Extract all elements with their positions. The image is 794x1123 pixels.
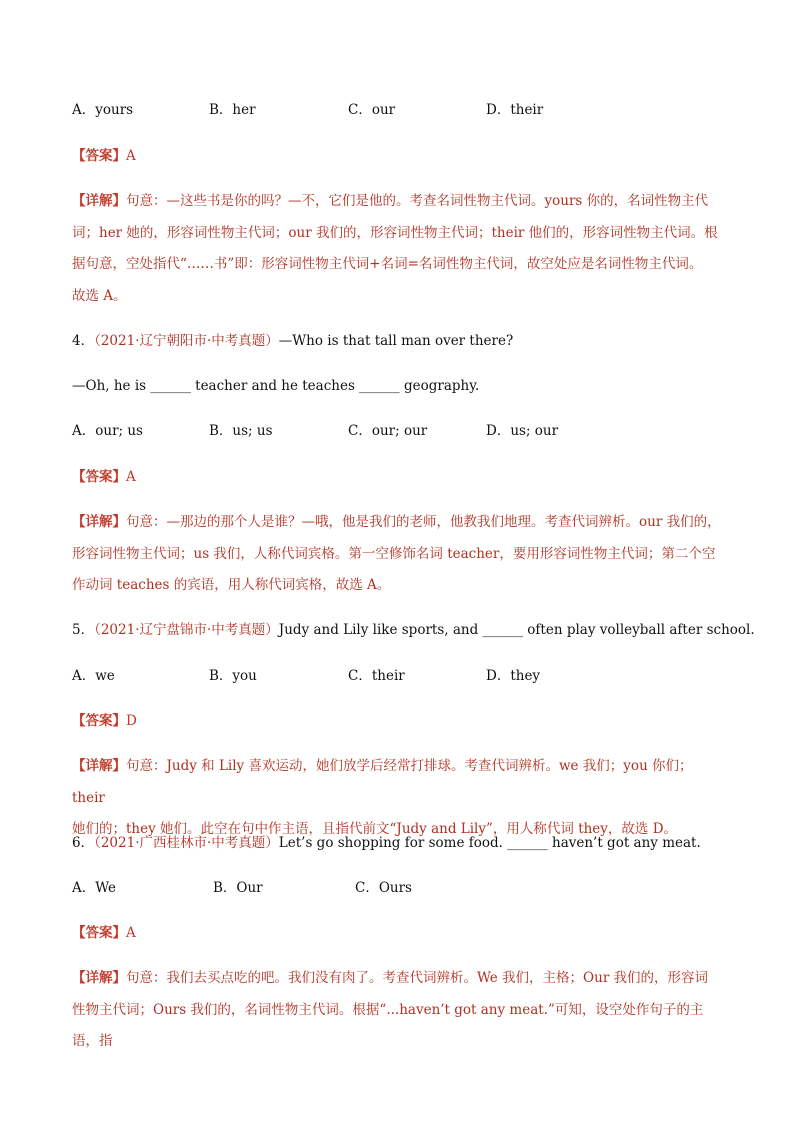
detail-line: 形容词性物主代词；us 我们，人称代词宾格。第一空修饰名词 teacher，要用形容词性物主代词；第二个空: [72, 545, 716, 562]
q5-option-c: C．their: [348, 668, 405, 684]
detail-line: 句意：我们去买点吃的吧。我们没有肉了。考查代词辨析。We 我们，主格；Our 我们的，形容词: [126, 970, 709, 986]
detail-tag: 【详解】: [72, 970, 126, 986]
answer-value: D: [126, 713, 137, 729]
q4-stem-line2: —Oh, he is ______ teacher and he teaches ______ geography.: [72, 378, 480, 394]
detail-line: 作动词 teaches 的宾语，用人称代词宾格，故选 A。: [72, 577, 391, 593]
detail-line: 她们的；they 她们。此空在句中作主语，且指代前文“Judy and Lily”，用人称代词 they，故选 D。: [72, 821, 678, 837]
q3-answer: [72, 146, 136, 166]
question-number: 5．: [72, 622, 95, 638]
answer-tag: 【答案】: [72, 713, 126, 729]
q5-option-b: B．you: [209, 668, 257, 684]
detail-tag: 【详解】: [72, 758, 126, 774]
q6-option-a: A．We: [72, 880, 117, 896]
answer-tag: 【答案】: [72, 925, 126, 941]
q5-answer: [72, 711, 137, 731]
question-text: Judy and Lily like sports, and ______ often play volleyball after school.: [278, 622, 755, 638]
q3-option-b: B．her: [209, 102, 256, 118]
question-number: 6．: [72, 835, 95, 851]
q5-option-a: A．we: [72, 668, 115, 684]
q4-stem: [72, 331, 513, 351]
q3-option-c: C．our: [348, 102, 396, 118]
q4-option-b: B．us; us: [209, 423, 273, 439]
detail-line: 性物主代词；Ours 我们的，名词性物主代词。根据“...haven’t got any meat.”可知，设空处作句子的主语，指: [72, 1001, 704, 1049]
q6-option-c: C．Ours: [355, 880, 412, 896]
q6-option-b: B．Our: [213, 880, 263, 896]
question-text: —Who is that tall man over there?: [278, 333, 514, 349]
detail-line: 句意：—那边的那个人是谁？—哦，他是我们的老师，他教我们地理。考查代词辨析。our 我们的，: [126, 514, 721, 530]
detail-line: 故选 A。: [72, 287, 127, 304]
answer-tag: 【答案】: [72, 469, 126, 485]
q5-option-d: D．they: [486, 668, 541, 684]
q5-detail: [72, 751, 724, 846]
q6-detail: [72, 963, 724, 1058]
detail-line: 句意：Judy 和 Lily 喜欢运动，她们放学后经常打排球。考查代词辨析。we 我们；you 你们；their: [72, 758, 693, 806]
detail-tag: 【详解】: [72, 193, 126, 209]
question-source: （2021·广西桂林市·中考真题）: [94, 835, 279, 851]
q4-option-d: D．us; our: [486, 423, 559, 439]
answer-tag: 【答案】: [72, 148, 126, 164]
question-text: Let’s go shopping for some food. ______ haven’t got any meat.: [278, 835, 701, 851]
q3-detail: [72, 186, 724, 312]
question-number: 4．: [72, 333, 95, 349]
q3-option-a: A．yours: [72, 102, 134, 118]
answer-value: A: [126, 148, 136, 164]
answer-value: A: [126, 469, 136, 485]
detail-line: 词；her 她的，形容词性物主代词；our 我们的，形容词性物主代词；their 他们的，形容词性物主代词。根: [72, 224, 718, 241]
q4-option-c: C．our; our: [348, 423, 428, 439]
question-source: （2021·辽宁盘锦市·中考真题）: [94, 622, 279, 638]
q3-option-d: D．their: [486, 102, 544, 118]
q4-option-a: A．our; us: [72, 423, 143, 439]
q4-detail: [72, 507, 724, 602]
detail-tag: 【详解】: [72, 514, 126, 530]
answer-value: A: [126, 925, 136, 941]
q5-stem: [72, 620, 755, 640]
question-source: （2021·辽宁朝阳市·中考真题）: [94, 333, 279, 349]
detail-line: 句意：—这些书是你的吗？—不，它们是他的。考查名词性物主代词。yours 你的，名词性物主代: [126, 193, 709, 209]
detail-line: 据句意，空处指代“……书”即：形容词性物主代词+名词=名词性物主代词，故空处应是名词性物主代词。: [72, 256, 703, 272]
q6-stem: [72, 833, 701, 853]
q6-answer: [72, 923, 136, 943]
q4-answer: [72, 467, 136, 487]
